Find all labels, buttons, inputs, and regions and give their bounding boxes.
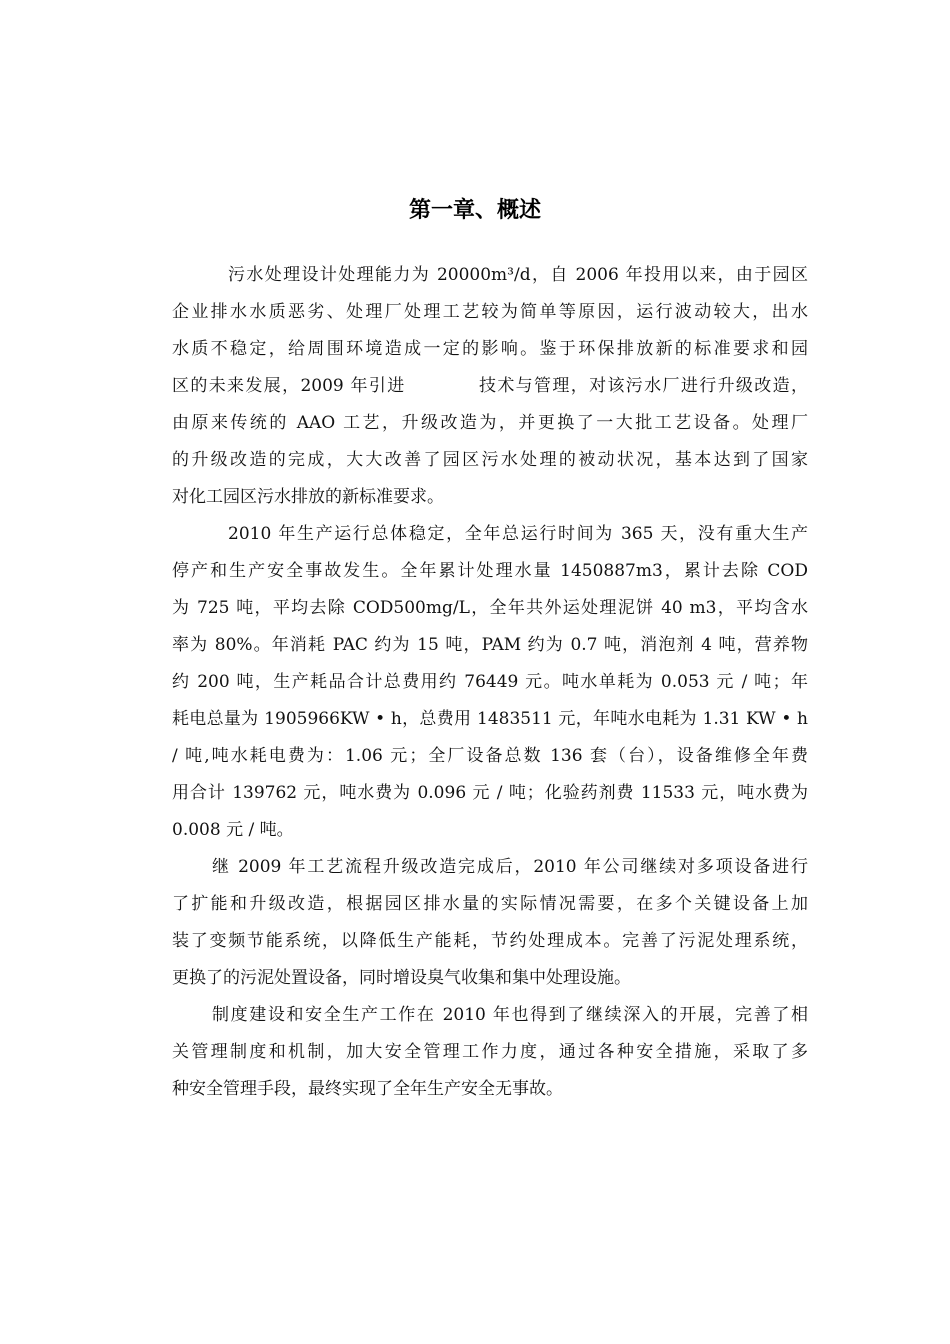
text-line: 装了变频节能系统，以降低生产能耗，节约处理成本。完善了污泥处理系统，: [172, 931, 808, 951]
text-line: 制度建设和安全生产工作在 2010 年也得到了继续深入的开展，完善了相: [212, 1005, 808, 1025]
body-text: [172, 257, 808, 1108]
paragraph-equipment-upgrade: [172, 849, 808, 997]
text-line: 为 725 吨，平均去除 COD500mg/L，全年共外运处理泥饼 40 m3，平均含水: [172, 598, 808, 618]
text-line: 约 200 吨，生产耗品合计总费用约 76449 元。吨水单耗为 0.053 元 / 吨；年: [172, 672, 808, 692]
text-line: 种安全管理手段，最终实现了全年生产安全无事故。: [172, 1079, 563, 1099]
text-line: 关管理制度和机制，加大安全管理工作力度，通过各种安全措施，采取了多: [172, 1042, 808, 1062]
text-line: 停产和生产安全事故发生。全年累计处理水量 1450887m3，累计去除 COD: [172, 561, 808, 581]
text-line: 了扩能和升级改造，根据园区排水量的实际情况需要，在多个关键设备上加: [172, 894, 808, 914]
chapter-title: 第一章、概述: [408, 198, 541, 223]
text-line: 对化工园区污水排放的新标准要求。: [172, 487, 444, 507]
text-line: / 吨,吨水耗电费为：1.06 元；全厂设备总数 136 套（台），设备维修全年费: [172, 746, 808, 766]
text-line: 由原来传统的 AAO 工艺，升级改造为，并更换了一大批工艺设备。处理厂: [172, 413, 808, 433]
paragraph-overview: [172, 257, 808, 516]
text-line: 区的未来发展，2009 年引进 技术与管理，对该污水厂进行升级改造，: [172, 376, 808, 396]
text-line: 用合计 139762 元，吨水费为 0.096 元 / 吨；化验药剂费 11533 元，吨水费为: [172, 783, 808, 803]
text-line: 企业排水水质恶劣、处理厂处理工艺较为简单等原因，运行波动较大，出水: [172, 302, 808, 322]
text-line: 2010 年生产运行总体稳定，全年总运行时间为 365 天，没有重大生产: [228, 524, 808, 544]
text-line: 继 2009 年工艺流程升级改造完成后，2010 年公司继续对多项设备进行: [212, 857, 808, 877]
text-line: 的升级改造的完成，大大改善了园区污水处理的被动状况，基本达到了国家: [172, 450, 808, 470]
text-line: 0.008 元 / 吨。: [172, 820, 294, 840]
text-line: 更换了的污泥处置设备，同时增设臭气收集和集中处理设施。: [172, 968, 631, 988]
paragraph-safety-management: [172, 997, 808, 1108]
paragraph-2010-operation: [172, 516, 808, 849]
text-line: 耗电总量为 1905966KW • h，总费用 1483511 元，年吨水电耗为 1.31 KW • h: [172, 709, 808, 729]
text-line: 污水处理设计处理能力为 20000m³/d，自 2006 年投用以来，由于园区: [228, 265, 808, 285]
text-line: 率为 80%。年消耗 PAC 约为 15 吨，PAM 约为 0.7 吨，消泡剂 4 吨，营养物: [172, 635, 808, 655]
text-line: 水质不稳定，给周围环境造成一定的影响。鉴于环保排放新的标准要求和园: [172, 339, 808, 359]
